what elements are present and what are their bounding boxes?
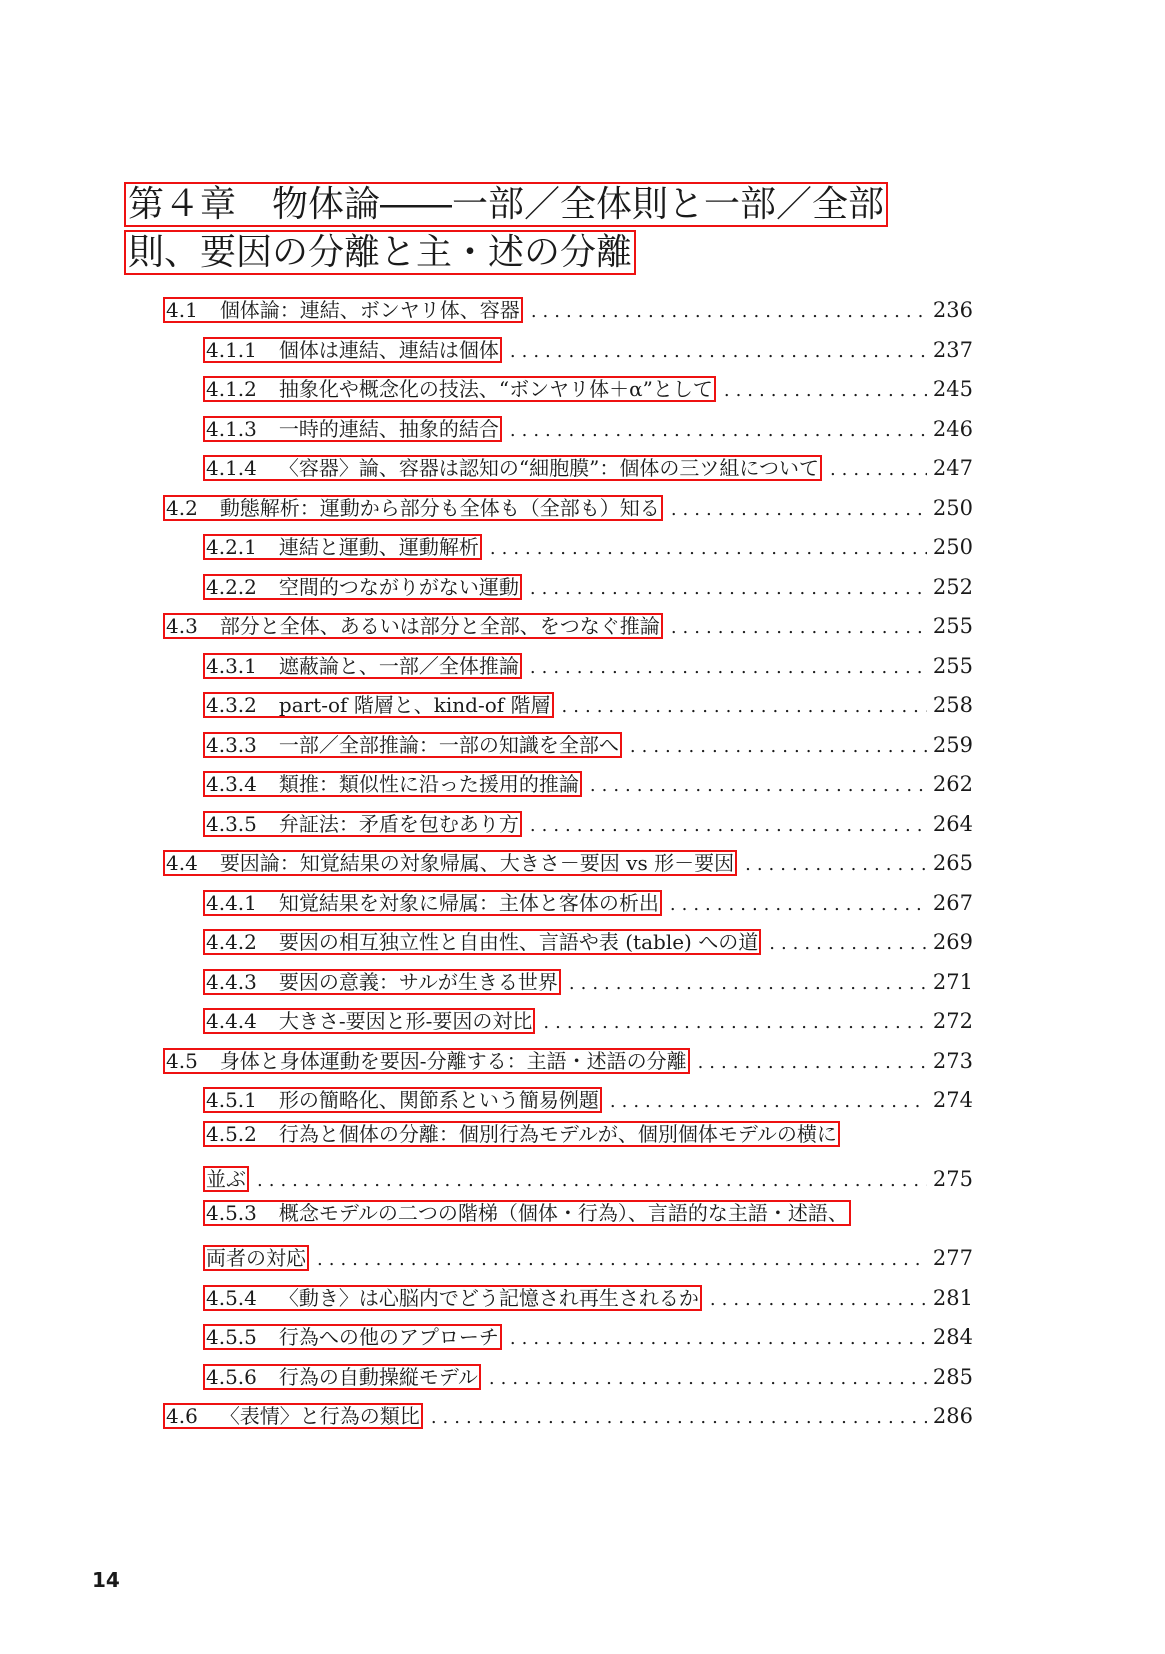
leader-dots (769, 924, 927, 964)
toc-entry-title-continued[interactable]: 並ぶ (203, 1166, 249, 1192)
toc-entry-title: 一部／全部推論：一部の知識を全部へ (278, 732, 619, 757)
leader-dots (530, 806, 927, 846)
leader-dots (671, 608, 927, 648)
toc-entry[interactable] (203, 884, 973, 924)
toc-entry-title: 身体と身体運動を要因-分離する：主語・述語の分離 (219, 1048, 687, 1073)
leader-dots (670, 885, 927, 925)
toc-entry[interactable] (203, 1002, 973, 1042)
leader-dots (530, 569, 927, 609)
toc-entry[interactable] (203, 1200, 973, 1240)
leader-dots (830, 450, 927, 490)
toc-entry-number: 4.3.1 (206, 653, 257, 678)
toc-entry-page: 272 (932, 1009, 973, 1033)
leader-dots (530, 648, 927, 688)
toc-entry-title: 一時的連結、抽象的結合 (278, 416, 499, 441)
leader-dots (490, 529, 927, 569)
toc-entry[interactable] (203, 1318, 973, 1358)
toc-entry-page: 245 (932, 377, 973, 401)
toc-entry-label[interactable] (163, 850, 737, 876)
toc-entry-number: 4.1.1 (206, 337, 257, 362)
toc-entry-title: 部分と全体、あるいは部分と全部、をつなぐ推論 (219, 614, 660, 638)
toc-entry[interactable] (163, 844, 973, 884)
leader-dots (698, 1043, 927, 1083)
toc-entry-page: 250 (932, 495, 973, 520)
toc-entry-label[interactable] (163, 1403, 423, 1429)
toc-entry-label[interactable] (203, 1008, 535, 1034)
toc-entry-label[interactable] (203, 1285, 702, 1311)
toc-entry-title: 弁証法：矛盾を包むあり方 (278, 811, 519, 836)
toc-entry-continuation[interactable] (203, 1239, 973, 1279)
toc-entry-title: 大きさ-要因と形-要因の対比 (278, 1009, 533, 1033)
toc-entry-number: 4.5.2 (206, 1121, 257, 1146)
toc-entry-title: 〈容器〉論、容器は認知の“細胞膜”：個体の三ツ組について (278, 456, 819, 480)
toc-entry-label[interactable] (203, 574, 522, 600)
leader-dots (724, 371, 927, 411)
leader-dots (671, 490, 927, 530)
toc-entry[interactable] (203, 686, 973, 726)
leader-dots (630, 727, 927, 767)
toc-entry-number: 4.5.1 (206, 1088, 257, 1112)
toc-entry-number: 4.4 (166, 851, 198, 875)
toc-entry-page: 271 (932, 969, 973, 994)
leader-dots (510, 332, 927, 372)
toc-entry-number: 4.6 (166, 1404, 198, 1428)
toc-entry-page: 252 (932, 574, 973, 599)
toc-entry-number: 4.5 (166, 1048, 198, 1073)
toc-entry-page: 269 (932, 930, 973, 954)
toc-entry-page: 275 (932, 1167, 973, 1191)
toc-entry[interactable] (163, 607, 973, 647)
toc-entry-number: 4.3 (166, 614, 198, 638)
toc-entry-label[interactable] (203, 929, 761, 955)
toc-entry-page: 284 (932, 1325, 973, 1349)
toc-entry[interactable] (203, 370, 973, 410)
toc-entry-continuation[interactable] (203, 1160, 973, 1200)
toc-entry-label[interactable] (203, 1087, 602, 1113)
toc-entry-page: 237 (932, 337, 973, 362)
toc-entry-number: 4.3.4 (206, 772, 257, 796)
toc-entry-number: 4.3.2 (206, 693, 257, 717)
toc-entry[interactable] (203, 726, 973, 766)
toc-entry[interactable] (203, 410, 973, 450)
table-of-contents (163, 291, 973, 1437)
toc-entry-title: 要因の相互独立性と自由性、言語や表 (table) への道 (278, 930, 759, 954)
chapter-title-line-1: 第４章 物体論――一部／全体則と一部／全部 (124, 182, 888, 227)
toc-entry-page: 255 (932, 653, 973, 678)
leader-dots (431, 1398, 927, 1438)
toc-entry-number: 4.1.4 (206, 456, 257, 480)
toc-entry-label[interactable] (203, 771, 582, 797)
toc-entry-number: 4.1 (166, 298, 198, 322)
leader-dots (489, 1359, 927, 1399)
toc-entry[interactable] (163, 1042, 973, 1082)
toc-entry-page: 267 (932, 890, 973, 915)
toc-entry-title: 抽象化や概念化の技法、“ボンヤリ体＋α”として (278, 377, 713, 401)
toc-entry-title: 個体は連結、連結は個体 (278, 337, 499, 362)
toc-entry-page: 265 (932, 851, 973, 875)
toc-entry-number: 4.3.5 (206, 811, 257, 836)
toc-entry-title: part-of 階層と、kind-of 階層 (278, 693, 551, 717)
toc-entry-label[interactable] (203, 416, 502, 442)
leader-dots (745, 845, 927, 885)
toc-entry-page: 247 (932, 456, 973, 480)
toc-entry-label[interactable] (203, 1324, 502, 1350)
toc-entry[interactable] (203, 528, 973, 568)
toc-entry-number: 4.1.3 (206, 416, 257, 441)
toc-entry-title: 連結と運動、運動解析 (278, 535, 479, 559)
toc-entry-page: 258 (932, 693, 973, 717)
toc-entry-title: 遮蔽論と、一部／全体推論 (278, 653, 519, 678)
toc-entry-label[interactable] (163, 297, 523, 323)
toc-entry[interactable] (203, 1121, 973, 1161)
toc-entry-label[interactable] (203, 732, 622, 758)
leader-dots (710, 1280, 927, 1320)
toc-entry-title: 〈動き〉は心脳内でどう記憶され再生されるか (278, 1285, 699, 1310)
leader-dots (510, 1319, 927, 1359)
toc-entry-title: 形の簡略化、関節系という簡易例題 (278, 1088, 599, 1112)
toc-entry-page: 250 (932, 535, 973, 559)
toc-entry[interactable] (203, 1279, 973, 1319)
page-number: 14 (92, 1568, 120, 1592)
toc-entry-title: 〈表情〉と行為の類比 (219, 1404, 420, 1428)
toc-entry[interactable] (203, 449, 973, 489)
toc-entry-page: 236 (932, 298, 973, 322)
leader-dots (562, 687, 927, 727)
toc-entry-number: 4.4.3 (206, 969, 257, 994)
toc-entry-page: 286 (932, 1404, 973, 1428)
toc-entry-title: 知覚結果を対象に帰属：主体と客体の析出 (278, 890, 659, 915)
leader-dots (531, 292, 927, 332)
toc-entry-page: 246 (932, 416, 973, 441)
leader-dots (317, 1240, 927, 1280)
toc-entry-page: 259 (932, 732, 973, 757)
toc-entry-label[interactable] (203, 1364, 481, 1390)
toc-entry[interactable] (203, 805, 973, 845)
toc-entry-title: 動態解析：運動から部分も全体も（全部も）知る (219, 495, 660, 520)
leader-dots (610, 1082, 927, 1122)
toc-entry-number: 4.2 (166, 495, 198, 520)
toc-entry-label[interactable] (203, 811, 522, 837)
toc-entry-label[interactable] (203, 376, 716, 402)
toc-entry-page: 277 (932, 1246, 973, 1270)
toc-entry-title-continued[interactable]: 両者の対応 (203, 1245, 309, 1271)
toc-entry-number: 4.4.1 (206, 890, 257, 915)
toc-entry-title: 要因の意義：サルが生きる世界 (278, 969, 558, 994)
toc-entry[interactable] (203, 331, 973, 371)
toc-entry-number: 4.2.2 (206, 574, 257, 599)
toc-entry-number: 4.2.1 (206, 535, 257, 559)
toc-entry-label[interactable] (203, 890, 662, 916)
toc-entry-page: 262 (932, 772, 973, 796)
chapter-title-line-2: 則、要因の分離と主・述の分離 (124, 230, 636, 275)
toc-entry-label[interactable] (163, 613, 663, 639)
toc-entry-title: 行為と個体の分離：個別行為モデルが、個別個体モデルの横に (278, 1121, 837, 1146)
toc-entry[interactable] (203, 1358, 973, 1398)
toc-entry-page: 273 (932, 1048, 973, 1073)
toc-entry[interactable] (203, 647, 973, 687)
toc-entry-label[interactable] (203, 337, 502, 363)
toc-entry-number: 4.1.2 (206, 377, 257, 401)
toc-entry-page: 274 (932, 1088, 973, 1112)
toc-entry[interactable] (203, 1081, 973, 1121)
toc-entry-label[interactable] (203, 455, 822, 481)
leader-dots (569, 964, 927, 1004)
toc-entry-page: 281 (932, 1285, 973, 1310)
toc-entry-number: 4.5.5 (206, 1325, 257, 1349)
toc-entry-label[interactable] (203, 534, 482, 560)
toc-entry-title: 行為の自動操縦モデル (278, 1364, 478, 1389)
leader-dots (257, 1161, 927, 1201)
toc-entry-label[interactable] (203, 692, 554, 718)
toc-entry-title: 類推：類似性に沿った援用的推論 (278, 772, 579, 796)
toc-entry[interactable] (203, 568, 973, 608)
toc-entry-label[interactable] (203, 1200, 851, 1226)
chapter-title (124, 181, 944, 277)
toc-entry-label[interactable] (163, 495, 663, 521)
toc-entry-page: 264 (932, 811, 973, 836)
toc-entry[interactable] (203, 765, 973, 805)
leader-dots (510, 411, 927, 451)
leader-dots (590, 766, 927, 806)
toc-entry-page: 285 (932, 1364, 973, 1389)
toc-entry-label[interactable] (203, 969, 561, 995)
toc-entry-number: 4.4.2 (206, 930, 257, 954)
toc-entry-title: 個体論：連結、ボンヤリ体、容器 (219, 298, 520, 322)
toc-entry[interactable] (163, 291, 973, 331)
toc-entry-label[interactable] (203, 1121, 840, 1147)
toc-entry-label[interactable] (163, 1048, 690, 1074)
toc-entry[interactable] (163, 1397, 973, 1437)
toc-entry-number: 4.5.4 (206, 1285, 257, 1310)
toc-entry[interactable] (163, 489, 973, 529)
toc-entry-title: 空間的つながりがない運動 (278, 574, 519, 599)
toc-entry-number: 4.5.3 (206, 1200, 257, 1225)
toc-entry[interactable] (203, 963, 973, 1003)
toc-entry-title: 要因論：知覚結果の対象帰属、大きさ－要因 vs 形－要因 (219, 851, 735, 875)
toc-entry-title: 行為への他のアプローチ (278, 1325, 499, 1349)
toc-entry-number: 4.5.6 (206, 1364, 257, 1389)
toc-entry-number: 4.3.3 (206, 732, 257, 757)
leader-dots (543, 1003, 927, 1043)
toc-entry-page: 255 (932, 614, 973, 638)
toc-entry-label[interactable] (203, 653, 522, 679)
toc-entry-title: 概念モデルの二つの階梯（個体・行為）、言語的な主語・述語、 (278, 1200, 848, 1225)
toc-entry-number: 4.4.4 (206, 1009, 257, 1033)
toc-entry[interactable] (203, 923, 973, 963)
